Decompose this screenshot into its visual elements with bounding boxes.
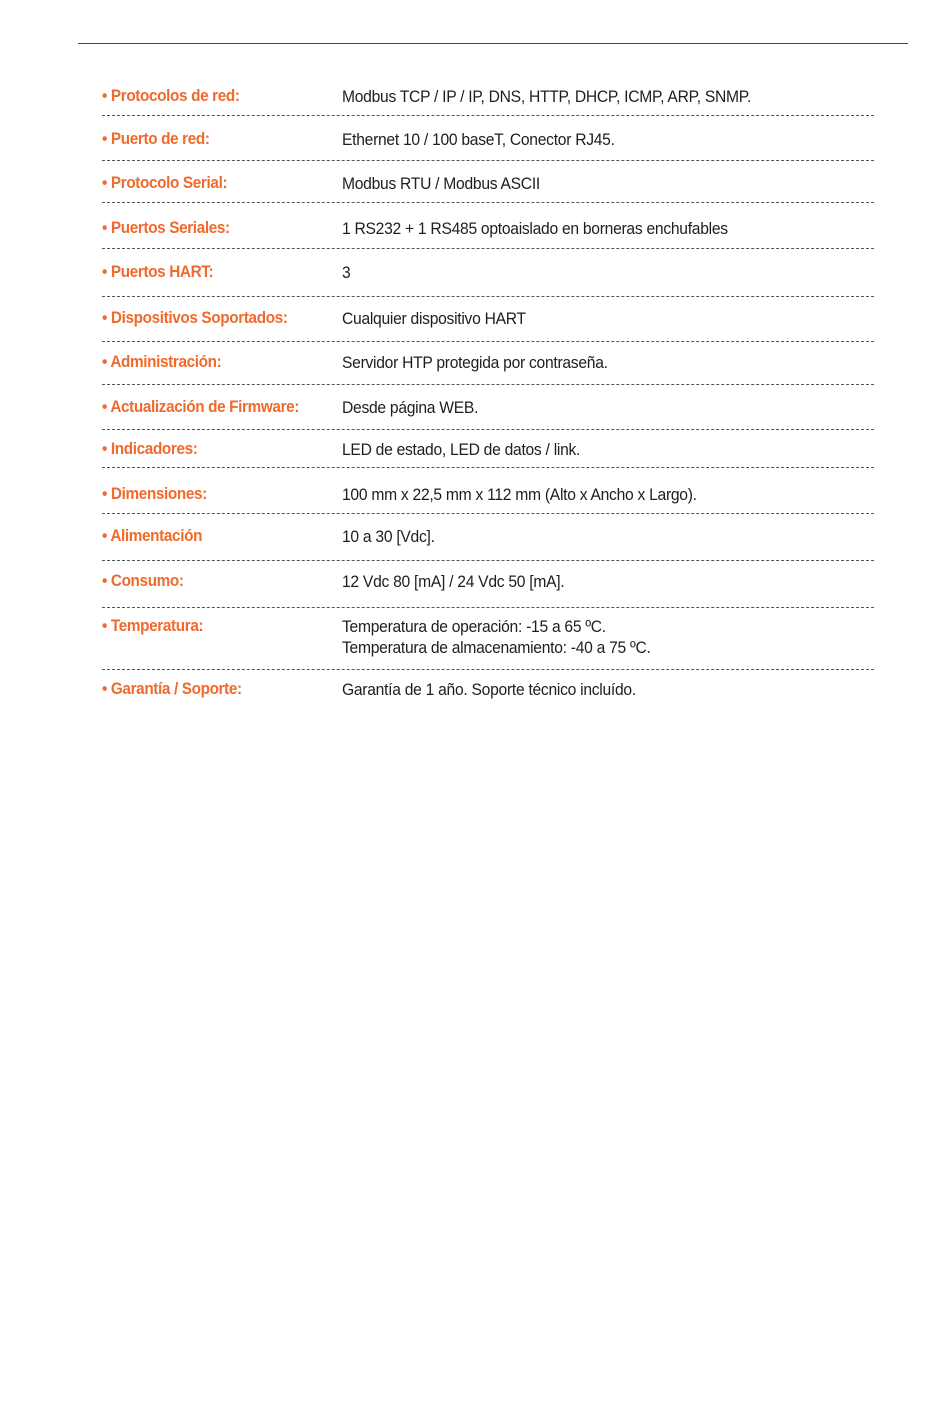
- spec-row-indicadores: [102, 430, 874, 468]
- top-rule: [78, 43, 908, 44]
- spec-value-line: Modbus TCP / IP / IP, DNS, HTTP, DHCP, ICMP, ARP, SNMP.: [342, 87, 752, 106]
- spec-label: • Temperatura:: [102, 616, 204, 635]
- spec-label: • Protocolos de red:: [102, 86, 240, 105]
- spec-value: [342, 484, 874, 505]
- spec-value: [342, 439, 874, 460]
- spec-label: • Puertos Seriales:: [102, 218, 230, 237]
- spec-value-line: Cualquier dispositivo HART: [342, 309, 526, 328]
- spec-value-line: Temperatura de operación: -15 a 65 ºC.: [342, 617, 606, 636]
- spec-row-puertos-seriales: [102, 203, 874, 249]
- spec-value: [342, 173, 874, 194]
- spec-row-consumo: [102, 561, 874, 608]
- spec-value: [342, 352, 874, 373]
- spec-value-line: Modbus RTU / Modbus ASCII: [342, 174, 540, 193]
- spec-value: [342, 308, 874, 329]
- spec-value: [342, 86, 874, 107]
- spec-row-alimentacion: [102, 514, 874, 561]
- spec-value: [342, 526, 874, 547]
- spec-value-line: Ethernet 10 / 100 baseT, Conector RJ45.: [342, 130, 615, 149]
- spec-value-line: 12 Vdc 80 [mA] / 24 Vdc 50 [mA].: [342, 572, 565, 591]
- spec-label: • Consumo:: [102, 571, 184, 590]
- spec-value: [342, 679, 874, 700]
- spec-label: • Alimentación: [102, 526, 203, 545]
- spec-value: [342, 571, 874, 592]
- spec-value: [342, 616, 874, 658]
- spec-row-administracion: [102, 342, 874, 385]
- spec-label: • Dispositivos Soportados:: [102, 308, 288, 327]
- spec-row-temperatura: [102, 608, 874, 670]
- spec-value-line: 100 mm x 22,5 mm x 112 mm (Alto x Ancho x Largo).: [342, 485, 697, 504]
- spec-label: • Actualización de Firmware:: [102, 397, 300, 416]
- spec-value-line: Servidor HTP protegida por contraseña.: [342, 353, 608, 372]
- spec-value-line: 1 RS232 + 1 RS485 optoaislado en borneras enchufables: [342, 219, 728, 238]
- spec-value-line: Desde página WEB.: [342, 398, 479, 417]
- spec-row-actualizacion-firmware: [102, 385, 874, 430]
- spec-value: [342, 218, 874, 239]
- spec-row-puertos-hart: [102, 249, 874, 297]
- spec-value-line: Temperatura de almacenamiento: -40 a 75 ºC.: [342, 638, 651, 657]
- spec-value-line: LED de estado, LED de datos / link.: [342, 440, 581, 459]
- spec-label: • Puerto de red:: [102, 129, 210, 148]
- spec-label: • Protocolo Serial:: [102, 173, 228, 192]
- spec-row-dimensiones: [102, 468, 874, 514]
- spec-value-line: 10 a 30 [Vdc].: [342, 527, 435, 546]
- spec-row-dispositivos-soportados: [102, 297, 874, 342]
- spec-row-protocolos-de-red: [102, 75, 874, 116]
- spec-label: • Garantía / Soporte:: [102, 679, 242, 698]
- spec-row-protocolo-serial: [102, 161, 874, 203]
- spec-value-line: Garantía de 1 año. Soporte técnico incluído.: [342, 680, 636, 699]
- spec-table: [102, 75, 874, 710]
- spec-row-garantia-soporte: [102, 670, 874, 710]
- spec-value: [342, 397, 874, 418]
- spec-label: • Dimensiones:: [102, 484, 207, 503]
- spec-label: • Indicadores:: [102, 439, 198, 458]
- spec-row-puerto-de-red: [102, 116, 874, 161]
- spec-label: • Puertos HART:: [102, 262, 214, 281]
- spec-value: [342, 129, 874, 150]
- spec-label: • Administración:: [102, 352, 222, 371]
- spec-value: [342, 262, 874, 283]
- spec-value-line: 3: [342, 263, 351, 282]
